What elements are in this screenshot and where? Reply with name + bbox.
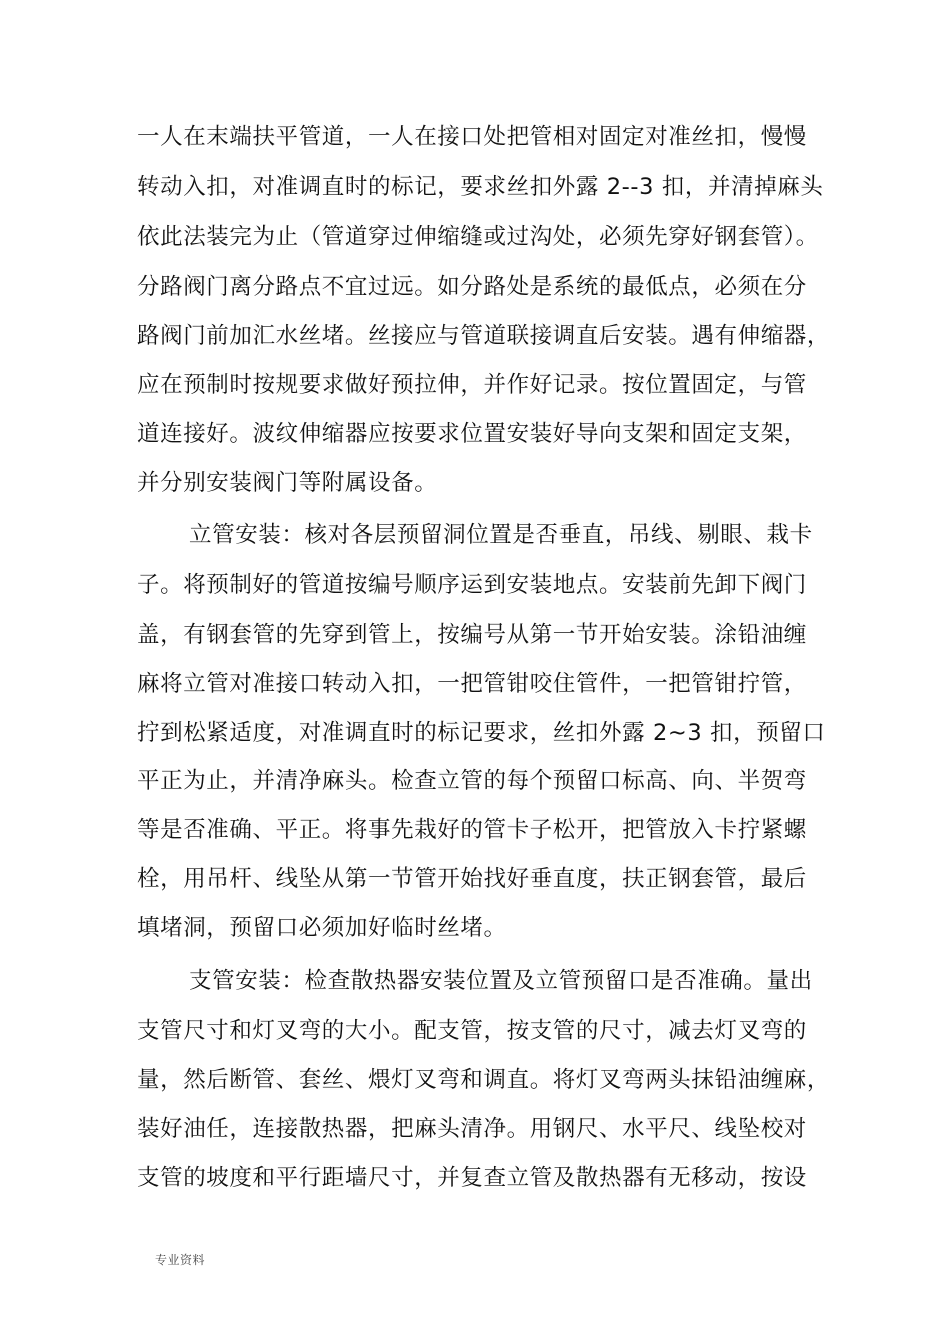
text-line: 支管安装：检查散热器安装位置及立管预留口是否准确。量出	[189, 968, 813, 994]
text-line: 一人在末端扶平管道，一人在接口处把管相对固定对准丝扣，慢慢	[137, 124, 807, 150]
text-line: 道连接好。波纹伸缩器应按要求位置安装好导向支架和固定支架，	[137, 421, 807, 447]
text-line: 转动入扣，对准调直时的标记，要求丝扣外露 2--3 扣，并清掉麻头	[137, 174, 824, 200]
text-line: 盖，有钢套管的先穿到管上，按编号从第一节开始安装。涂铅油缠	[137, 622, 807, 648]
text-line: 平正为止，并清净麻头。检查立管的每个预留口标高、向、半贺弯	[137, 768, 807, 794]
text-line: 支管的坡度和平行距墙尺寸，并复查立管及散热器有无移动，按设	[137, 1165, 807, 1191]
text-line: 支管尺寸和灯叉弯的大小。配支管，按支管的尺寸，减去灯叉弯的	[137, 1018, 807, 1044]
text-line: 麻将立管对准接口转动入扣，一把管钳咬住管件，一把管钳拧管，	[137, 671, 807, 697]
text-line: 分路阀门离分路点不宜过远。如分路处是系统的最低点，必须在分	[137, 274, 807, 300]
text-line: 子。将预制好的管道按编号顺序运到安装地点。安装前先卸下阀门	[137, 572, 807, 598]
text-line: 路阀门前加汇水丝堵。丝接应与管道联接调直后安装。遇有伸缩器，	[137, 323, 831, 349]
text-line: 等是否准确、平正。将事先栽好的管卡子松开，把管放入卡拧紧螺	[137, 817, 807, 843]
text-line: 依此法装完为止（管道穿过伸缩缝或过沟处，必须先穿好钢套管）。	[137, 224, 819, 250]
text-line: 装好油任，连接散热器，把麻头清净。用钢尺、水平尺、线坠校对	[137, 1116, 807, 1142]
page-footer-label: 专业资料	[155, 1253, 206, 1267]
text-line: 应在预制时按规要求做好预拉伸，并作好记录。按位置固定，与管	[137, 372, 807, 398]
text-line: 填堵洞，预留口必须加好临时丝堵。	[137, 915, 507, 941]
text-line: 量，然后断管、套丝、煨灯叉弯和调直。将灯叉弯两头抹铅油缠麻，	[137, 1067, 831, 1093]
text-line: 栓，用吊杆、线坠从第一节管开始找好垂直度，扶正钢套管，最后	[137, 866, 807, 892]
text-line: 立管安装：核对各层预留洞位置是否垂直，吊线、剔眼、栽卡	[189, 522, 813, 548]
text-line: 拧到松紧适度，对准调直时的标记要求，丝扣外露 2~3 扣，预留口	[137, 720, 826, 746]
text-line: 并分别安装阀门等附属设备。	[137, 470, 438, 496]
